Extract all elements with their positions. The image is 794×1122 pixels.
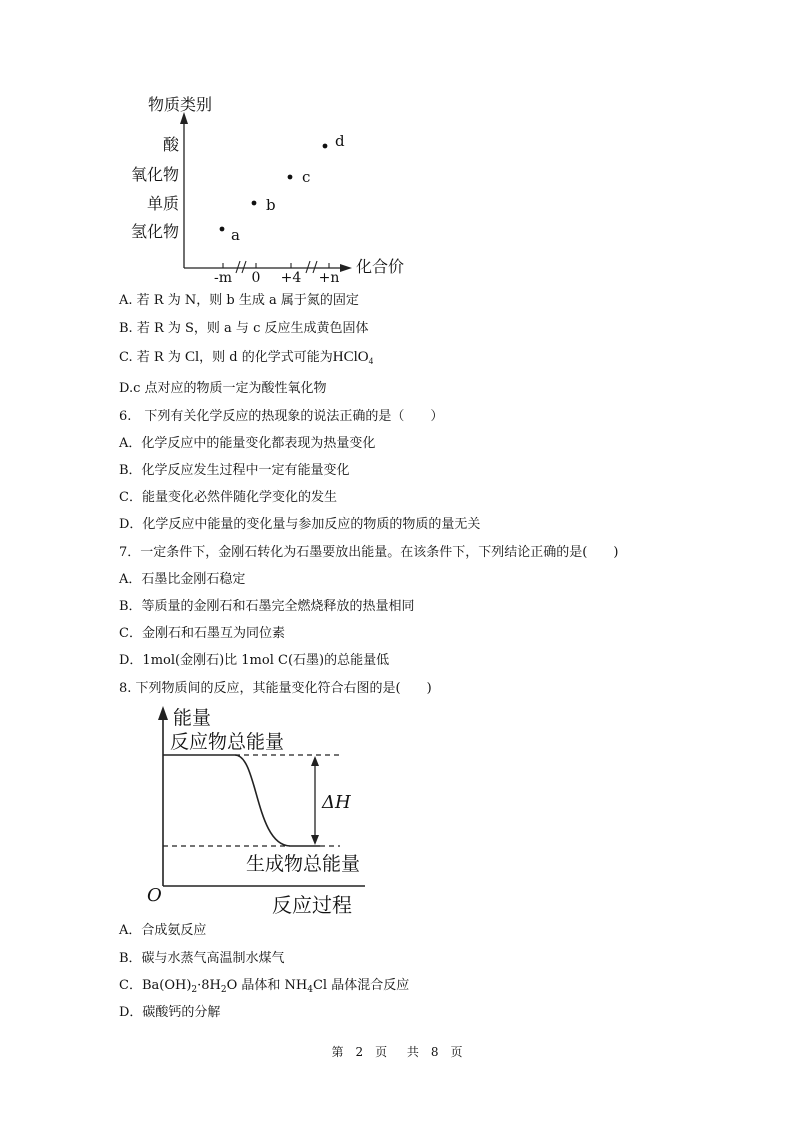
energy-diagram: [0, 700, 794, 930]
page-label: 第: [331, 1045, 344, 1059]
q5-option-c: [119, 349, 373, 369]
q8-stem: 8. 下列物质间的反应，其能量变化符合右图的是( ): [119, 681, 432, 696]
q6-option-c: C．能量变化必然伴随化学变化的发生: [119, 490, 337, 505]
option-prefix: B.: [119, 321, 133, 336]
point-label-d: d: [335, 132, 345, 150]
option-text: Cl 晶体混合反应: [312, 978, 410, 993]
page-number: 2: [355, 1045, 364, 1059]
point-b: [252, 201, 257, 206]
origin-label: O: [147, 885, 162, 906]
option-text: ，则 d 的化学式可能为: [199, 350, 333, 365]
delta-h-label: ΔH: [322, 792, 351, 813]
q7-option-b: B．等质量的金刚石和石墨完全燃烧释放的热量相同: [119, 599, 415, 614]
formula-cl: Cl: [184, 349, 200, 365]
q8-option-b: B．碳与水蒸气高温制水煤气: [119, 951, 285, 966]
option-text: 若 R 为 S，则 a 与 c 反应生成黄色固体: [136, 321, 369, 336]
reactant-energy-label: 反应物总能量: [170, 731, 285, 753]
product-energy-label: 生成物总能量: [246, 853, 361, 875]
x-axis-label: 化合价: [356, 257, 405, 276]
point-label-c: c: [302, 168, 311, 186]
subscript: 2: [191, 985, 198, 995]
q6-stem: 6. 下列有关化学反应的热现象的说法正确的是（ ）: [119, 409, 444, 424]
axis-break-marks: [236, 261, 317, 273]
q8-option-a: A．合成氨反应: [119, 923, 207, 938]
point-d: [323, 144, 328, 149]
reaction-curve: [235, 755, 290, 846]
q8-option-c: [119, 978, 409, 998]
delta-h-arrow-top: [311, 756, 319, 766]
formula-main: HClO: [332, 349, 369, 365]
q5-option-d: [119, 381, 327, 397]
x-tick-label: +4: [280, 270, 302, 286]
energy-axis-label: 能量: [173, 707, 212, 729]
q6-option-b: B．化学反应发生过程中一定有能量变化: [119, 463, 350, 478]
valence-category-figure: [0, 0, 794, 290]
reaction-process-label: 反应过程: [272, 893, 352, 917]
total-pages: 8: [430, 1045, 439, 1059]
option-text: 若 R 为: [136, 350, 181, 365]
y-axis-label: 物质类别: [148, 95, 213, 114]
delta-h-arrow-bottom: [311, 835, 319, 845]
q6-option-d: D．化学反应中能量的变化量与参加反应的物质的物质的量无关: [119, 517, 481, 532]
category-label-element: 单质: [146, 194, 179, 213]
subscript: 4: [307, 985, 313, 995]
total-unit: 页: [450, 1045, 463, 1059]
option-text: C．Ba(OH): [119, 978, 192, 993]
point-label-b: b: [266, 196, 276, 214]
q5-option-a: [119, 293, 359, 309]
category-label-acid: 酸: [162, 135, 179, 154]
q7-option-d: D．1mol(金刚石)比 1mol C(石墨)的总能量低: [119, 653, 390, 668]
q7-option-c: C．金刚石和石墨互为同位素: [119, 626, 285, 641]
point-label-a: a: [231, 226, 240, 244]
energy-y-axis-arrow: [158, 706, 168, 720]
x-tick-label: -m: [213, 270, 233, 286]
category-label-hydride: 氢化物: [130, 222, 179, 241]
x-tick-label: +n: [318, 270, 340, 286]
q6-option-a: A．化学反应中的能量变化都表现为热量变化: [119, 436, 376, 451]
x-axis-arrow: [340, 264, 352, 272]
formula-subscript: 4: [368, 356, 374, 366]
point-c: [288, 175, 293, 180]
total-label: 共: [406, 1045, 419, 1059]
option-text: 若 R 为 N，则 b 生成 a 属于氮的固定: [136, 293, 359, 308]
category-label-oxide: 氧化物: [130, 165, 179, 184]
subscript: 2: [220, 985, 227, 995]
option-text: O 晶体和 NH: [226, 978, 308, 993]
q7-stem: 7．一定条件下，金刚石转化为石墨要放出能量。在该条件下，下列结论正确的是( ): [119, 545, 619, 560]
option-prefix: D.: [119, 381, 134, 396]
q8-option-d: D．碳酸钙的分解: [119, 1005, 221, 1020]
option-text: ·8H: [197, 978, 221, 993]
option-prefix: C.: [119, 350, 133, 365]
option-text: c 点对应的物质一定为酸性氧化物: [133, 381, 327, 396]
q5-option-b: [119, 321, 368, 337]
option-prefix: A.: [119, 293, 133, 308]
page-unit: 页: [375, 1045, 388, 1059]
x-tick-label: 0: [251, 270, 261, 286]
page-footer: [0, 1043, 794, 1060]
point-a: [220, 227, 225, 232]
q7-option-a: A．石墨比金刚石稳定: [119, 572, 246, 587]
formula-hclo4: [333, 349, 373, 365]
